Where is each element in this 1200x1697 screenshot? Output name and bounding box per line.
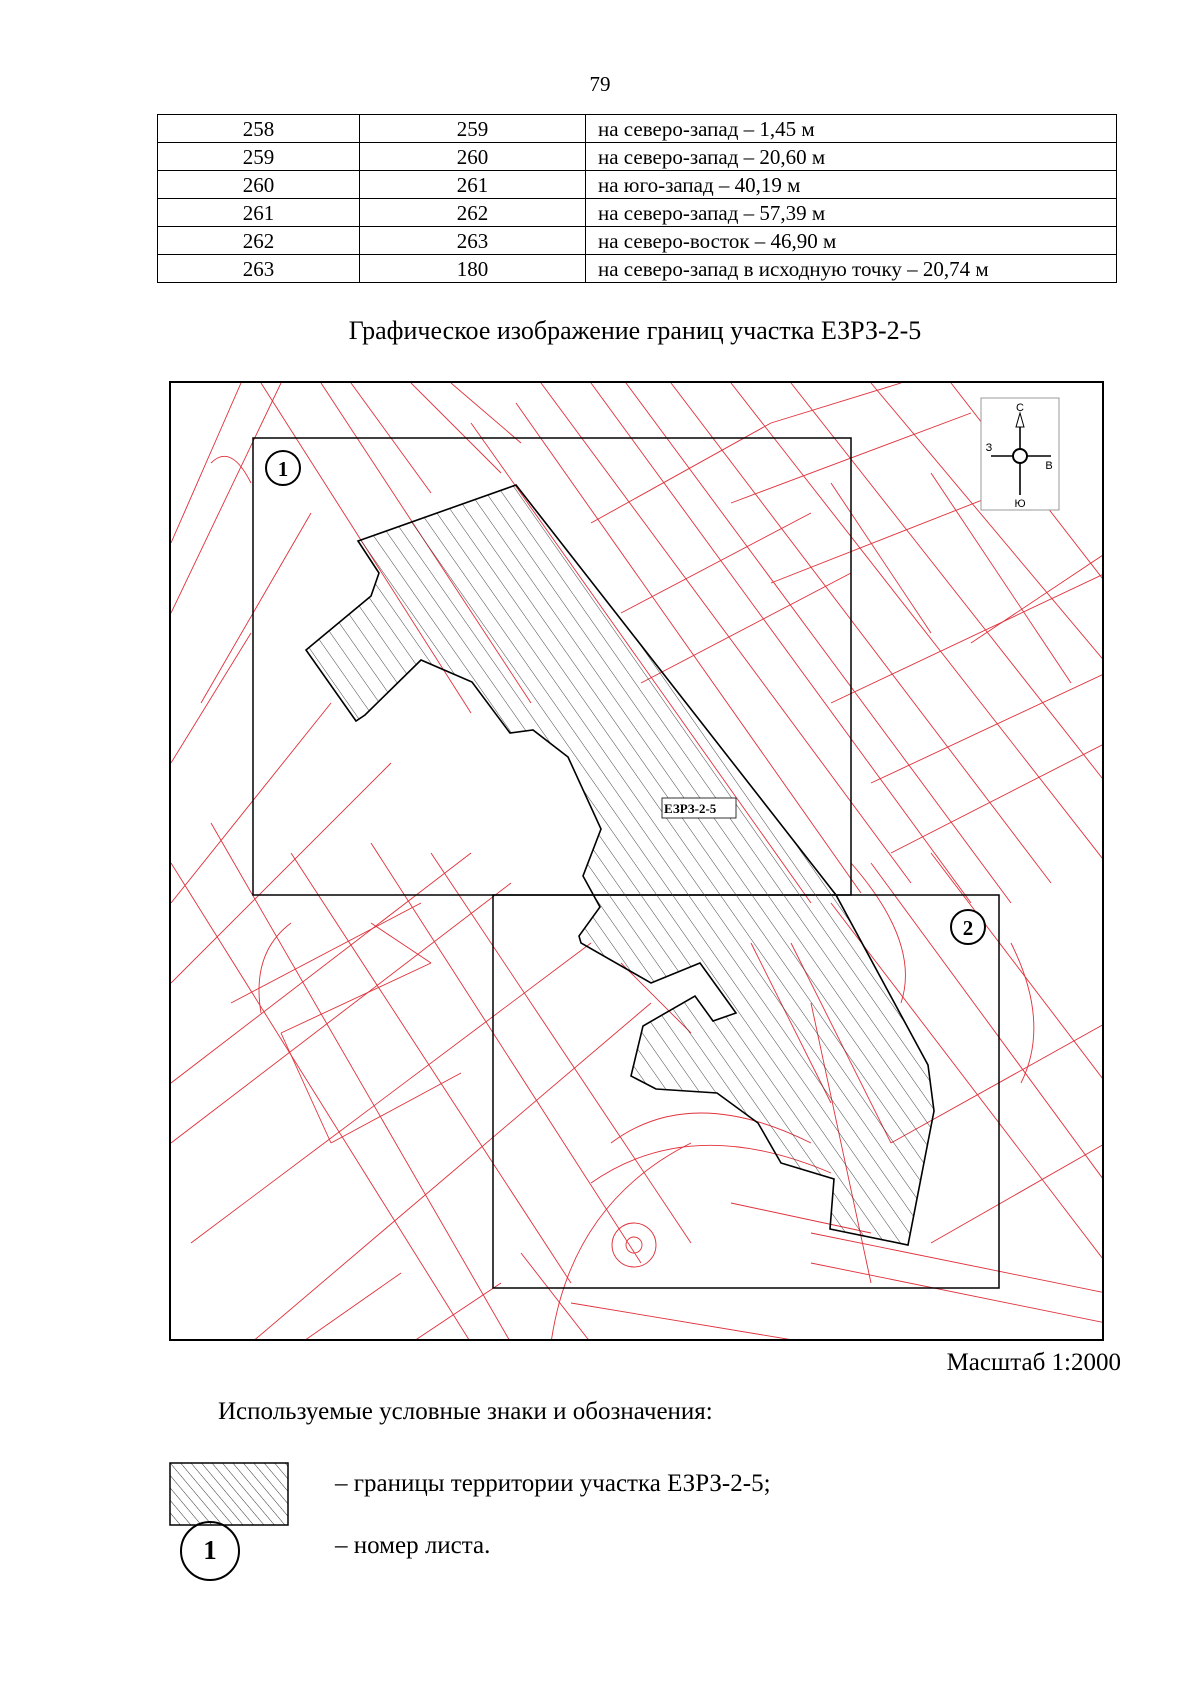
table-row bbox=[158, 199, 1117, 227]
from-point: 259 bbox=[158, 143, 360, 171]
to-point: 261 bbox=[360, 171, 586, 199]
to-point: 262 bbox=[360, 199, 586, 227]
compass-east: В bbox=[1045, 460, 1053, 472]
to-point: 259 bbox=[360, 115, 586, 143]
direction-distance: на северо-запад – 57,39 м bbox=[586, 199, 1117, 227]
compass-west: З bbox=[985, 442, 993, 454]
sheet-1-number: 1 bbox=[277, 457, 289, 481]
legend-boundary-symbol bbox=[169, 1462, 289, 1526]
direction-distance: на северо-запад в исходную точку – 20,74 м bbox=[586, 255, 1117, 283]
from-point: 263 bbox=[158, 255, 360, 283]
from-point: 262 bbox=[158, 227, 360, 255]
parcel-boundary bbox=[306, 485, 934, 1245]
to-point: 180 bbox=[360, 255, 586, 283]
direction-distance: на северо-запад – 1,45 м bbox=[586, 115, 1117, 143]
legend-heading: Используемые условные знаки и обозначения: bbox=[218, 1398, 713, 1425]
direction-distance: на юго-запад – 40,19 м bbox=[586, 171, 1117, 199]
parcel-label: ЕЗРЗ-2-5 bbox=[664, 801, 717, 816]
from-point: 261 bbox=[158, 199, 360, 227]
legend-sheet-text: – номер листа. bbox=[335, 1532, 491, 1559]
legend-sheet-symbol: 1 bbox=[180, 1521, 240, 1581]
table-row bbox=[158, 255, 1117, 283]
table-row bbox=[158, 143, 1117, 171]
sheet-2-number: 2 bbox=[962, 916, 974, 940]
bearings-table bbox=[157, 114, 1117, 283]
to-point: 263 bbox=[360, 227, 586, 255]
from-point: 258 bbox=[158, 115, 360, 143]
table-row bbox=[158, 115, 1117, 143]
compass-north: С bbox=[1016, 402, 1024, 414]
compass-rose bbox=[981, 398, 1059, 510]
map-title: Графическое изображение границ участка ЕЗРЗ-2-5 bbox=[348, 316, 922, 345]
to-point: 260 bbox=[360, 143, 586, 171]
direction-distance: на северо-восток – 46,90 м bbox=[586, 227, 1117, 255]
map-scale: Масштаб 1:2000 bbox=[946, 1349, 1121, 1376]
direction-distance: на северо-запад – 20,60 м bbox=[586, 143, 1117, 171]
map-canvas bbox=[171, 383, 1104, 1341]
cadastral-map bbox=[169, 381, 1104, 1341]
legend-boundary-text: – границы территории участка ЕЗРЗ-2-5; bbox=[335, 1470, 771, 1497]
from-point: 260 bbox=[158, 171, 360, 199]
table-row bbox=[158, 171, 1117, 199]
page-number: 79 bbox=[589, 72, 611, 96]
sheet-1-marker bbox=[266, 451, 300, 485]
compass-south: Ю bbox=[1014, 498, 1026, 510]
table-row bbox=[158, 227, 1117, 255]
sheet-2-marker bbox=[951, 910, 985, 944]
